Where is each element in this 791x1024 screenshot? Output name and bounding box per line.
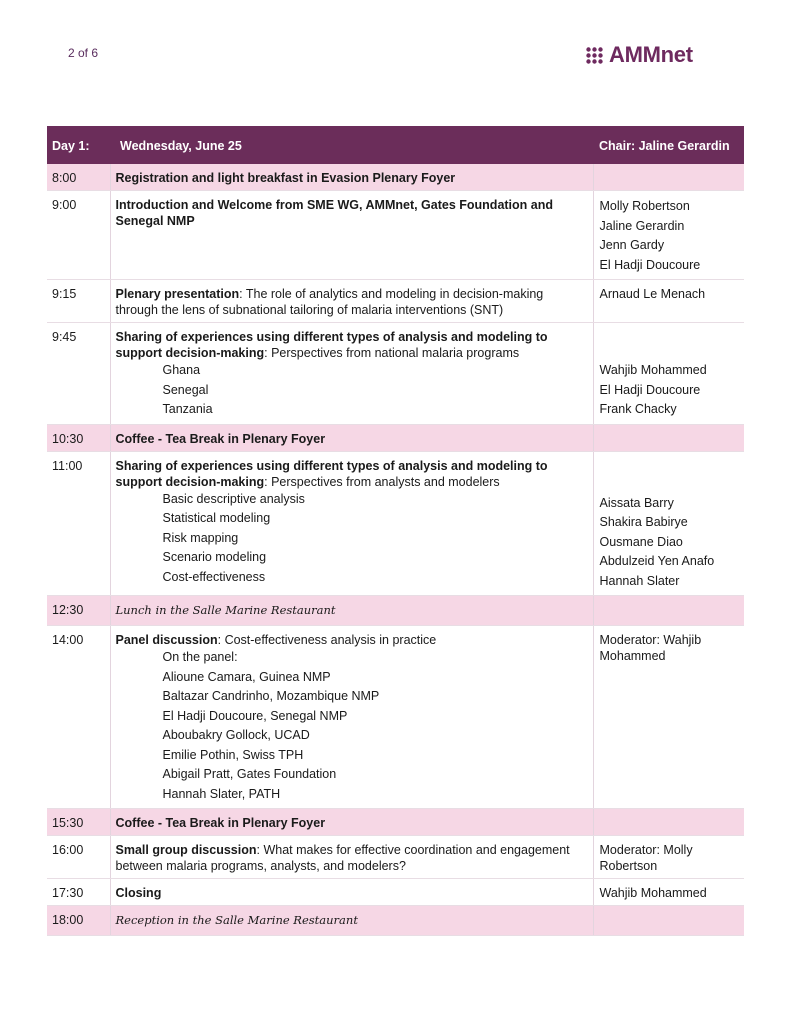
speaker-name: Arnaud Le Menach — [599, 287, 706, 301]
moderator-text: Moderator: Molly Robertson — [599, 843, 693, 873]
session-title: Reception in the Salle Marine Restaurant — [115, 913, 358, 927]
row-speakers — [593, 164, 744, 191]
chair-label: Chair: Jaline Gerardin — [593, 126, 744, 164]
sub-item: Emilie Pothin, Swiss TPH — [162, 747, 304, 762]
row-speakers — [593, 424, 744, 451]
date-label: Wednesday, June 25 — [110, 126, 593, 164]
session-title: Sharing of experiences using different types of analysis and modeling to support decision-making — [115, 458, 548, 489]
sub-item: Statistical modeling — [162, 511, 271, 525]
sub-item: El Hadji Doucoure, Senegal NMP — [162, 708, 348, 723]
row-time: 16:00 — [47, 836, 110, 879]
row-time: 18:00 — [47, 906, 110, 936]
sub-item: Aboubakry Gollock, UCAD — [162, 728, 310, 742]
row-speakers — [593, 596, 744, 626]
moderator-text: Moderator: Wahjib Mohammed — [599, 633, 702, 663]
table-row — [47, 280, 744, 323]
row-session — [110, 280, 593, 323]
session-title: Sharing of experiences using different types of analysis and modeling to support decision-making — [115, 330, 548, 360]
speaker-name: El Hadji Doucoure — [599, 382, 701, 397]
session-description: : Perspectives from analysts and modelers — [264, 474, 500, 489]
session-description: : Perspectives from national malaria programs — [264, 346, 520, 360]
table-row — [47, 836, 744, 879]
sub-item: Baltazar Candrinho, Mozambique NMP — [162, 689, 380, 703]
sub-item: Risk mapping — [162, 530, 239, 545]
table-row — [47, 451, 744, 596]
session-title: Introduction and Welcome from SME WG, AMMnet, Gates Foundation and Senegal NMP — [115, 198, 553, 228]
row-speakers — [593, 879, 744, 906]
speaker-name: Ousmane Diao — [599, 534, 683, 549]
row-time: 17:30 — [47, 879, 110, 906]
session-title: Coffee - Tea Break in Plenary Foyer — [115, 431, 326, 446]
row-time: 9:15 — [47, 280, 110, 323]
session-title: Lunch in the Salle Marine Restaurant — [115, 603, 336, 617]
table-row — [47, 596, 744, 626]
sub-item: Senegal — [162, 382, 209, 397]
row-session — [110, 906, 593, 936]
sub-item: Alioune Camara, Guinea NMP — [162, 669, 331, 684]
row-speakers — [593, 906, 744, 936]
table-row — [47, 906, 744, 936]
sub-item: Cost-effectiveness — [162, 569, 266, 584]
row-time: 8:00 — [47, 164, 110, 191]
speaker-name: Frank Chacky — [599, 402, 677, 416]
sub-item: On the panel: — [162, 650, 238, 664]
row-session — [110, 191, 593, 280]
speaker-name: Jaline Gerardin — [599, 218, 685, 233]
sub-item: Tanzania — [162, 402, 213, 416]
row-time: 12:30 — [47, 596, 110, 626]
speaker-name: El Hadji Doucoure — [599, 257, 701, 272]
session-title: Coffee - Tea Break in Plenary Foyer — [115, 816, 326, 830]
sub-item: Scenario modeling — [162, 550, 267, 564]
speaker-name: Wahjib Mohammed — [599, 363, 707, 377]
speaker-name: Jenn Gardy — [599, 238, 665, 252]
speaker-name: Abdulzeid Yen Anafo — [599, 554, 715, 568]
day-label: Day 1: — [47, 126, 110, 164]
sub-item: Hannah Slater, PATH — [162, 786, 281, 801]
session-description: : What makes for effective coordination and engagement between malaria programs, analysts, and modelers? — [115, 843, 570, 873]
row-speakers — [593, 323, 744, 425]
sub-item: Abigail Pratt, Gates Foundation — [162, 767, 337, 781]
session-title: Registration and light breakfast in Evasion Plenary Foyer — [115, 171, 456, 185]
row-time: 11:00 — [47, 451, 110, 596]
speaker-name: Wahjib Mohammed — [599, 886, 707, 900]
table-header-row — [47, 126, 744, 164]
row-session — [110, 879, 593, 906]
table-row — [47, 626, 744, 809]
row-time: 10:30 — [47, 424, 110, 451]
row-time: 14:00 — [47, 626, 110, 809]
agenda-table — [47, 126, 744, 936]
logo-mark-icon — [586, 47, 603, 64]
row-session — [110, 164, 593, 191]
table-row — [47, 424, 744, 451]
row-speakers — [593, 451, 744, 596]
row-time: 9:00 — [47, 191, 110, 280]
session-title: Small group discussion — [115, 843, 257, 857]
row-session — [110, 424, 593, 451]
table-row — [47, 323, 744, 425]
row-speakers — [593, 191, 744, 280]
row-speakers — [593, 836, 744, 879]
session-description: : The role of analytics and modeling in decision-making through the lens of subnational tailoring of malaria interventions (SNT) — [115, 287, 544, 317]
speaker-name: Shakira Babirye — [599, 515, 688, 529]
logo-text: AMMnet — [609, 42, 693, 67]
ammnet-logo — [586, 42, 693, 68]
session-description: : Cost-effectiveness analysis in practice — [217, 633, 437, 647]
row-time: 15:30 — [47, 809, 110, 836]
row-speakers — [593, 280, 744, 323]
row-session — [110, 323, 593, 425]
session-title: Plenary presentation — [115, 287, 240, 301]
sub-item: Ghana — [162, 363, 201, 377]
row-session — [110, 626, 593, 809]
table-row — [47, 164, 744, 191]
row-session — [110, 809, 593, 836]
speaker-name: Molly Robertson — [599, 199, 690, 213]
table-row — [47, 191, 744, 280]
row-time: 9:45 — [47, 323, 110, 425]
speaker-name: Aissata Barry — [599, 495, 674, 510]
page-number: 2 of 6 — [68, 46, 99, 60]
row-speakers — [593, 809, 744, 836]
row-session — [110, 451, 593, 596]
table-row — [47, 809, 744, 836]
table-row — [47, 879, 744, 906]
speaker-name: Hannah Slater — [599, 573, 680, 588]
session-title: Panel discussion — [115, 633, 218, 647]
row-session — [110, 836, 593, 879]
sub-item: Basic descriptive analysis — [162, 491, 305, 506]
row-speakers — [593, 626, 744, 809]
session-title: Closing — [115, 886, 162, 900]
row-session — [110, 596, 593, 626]
